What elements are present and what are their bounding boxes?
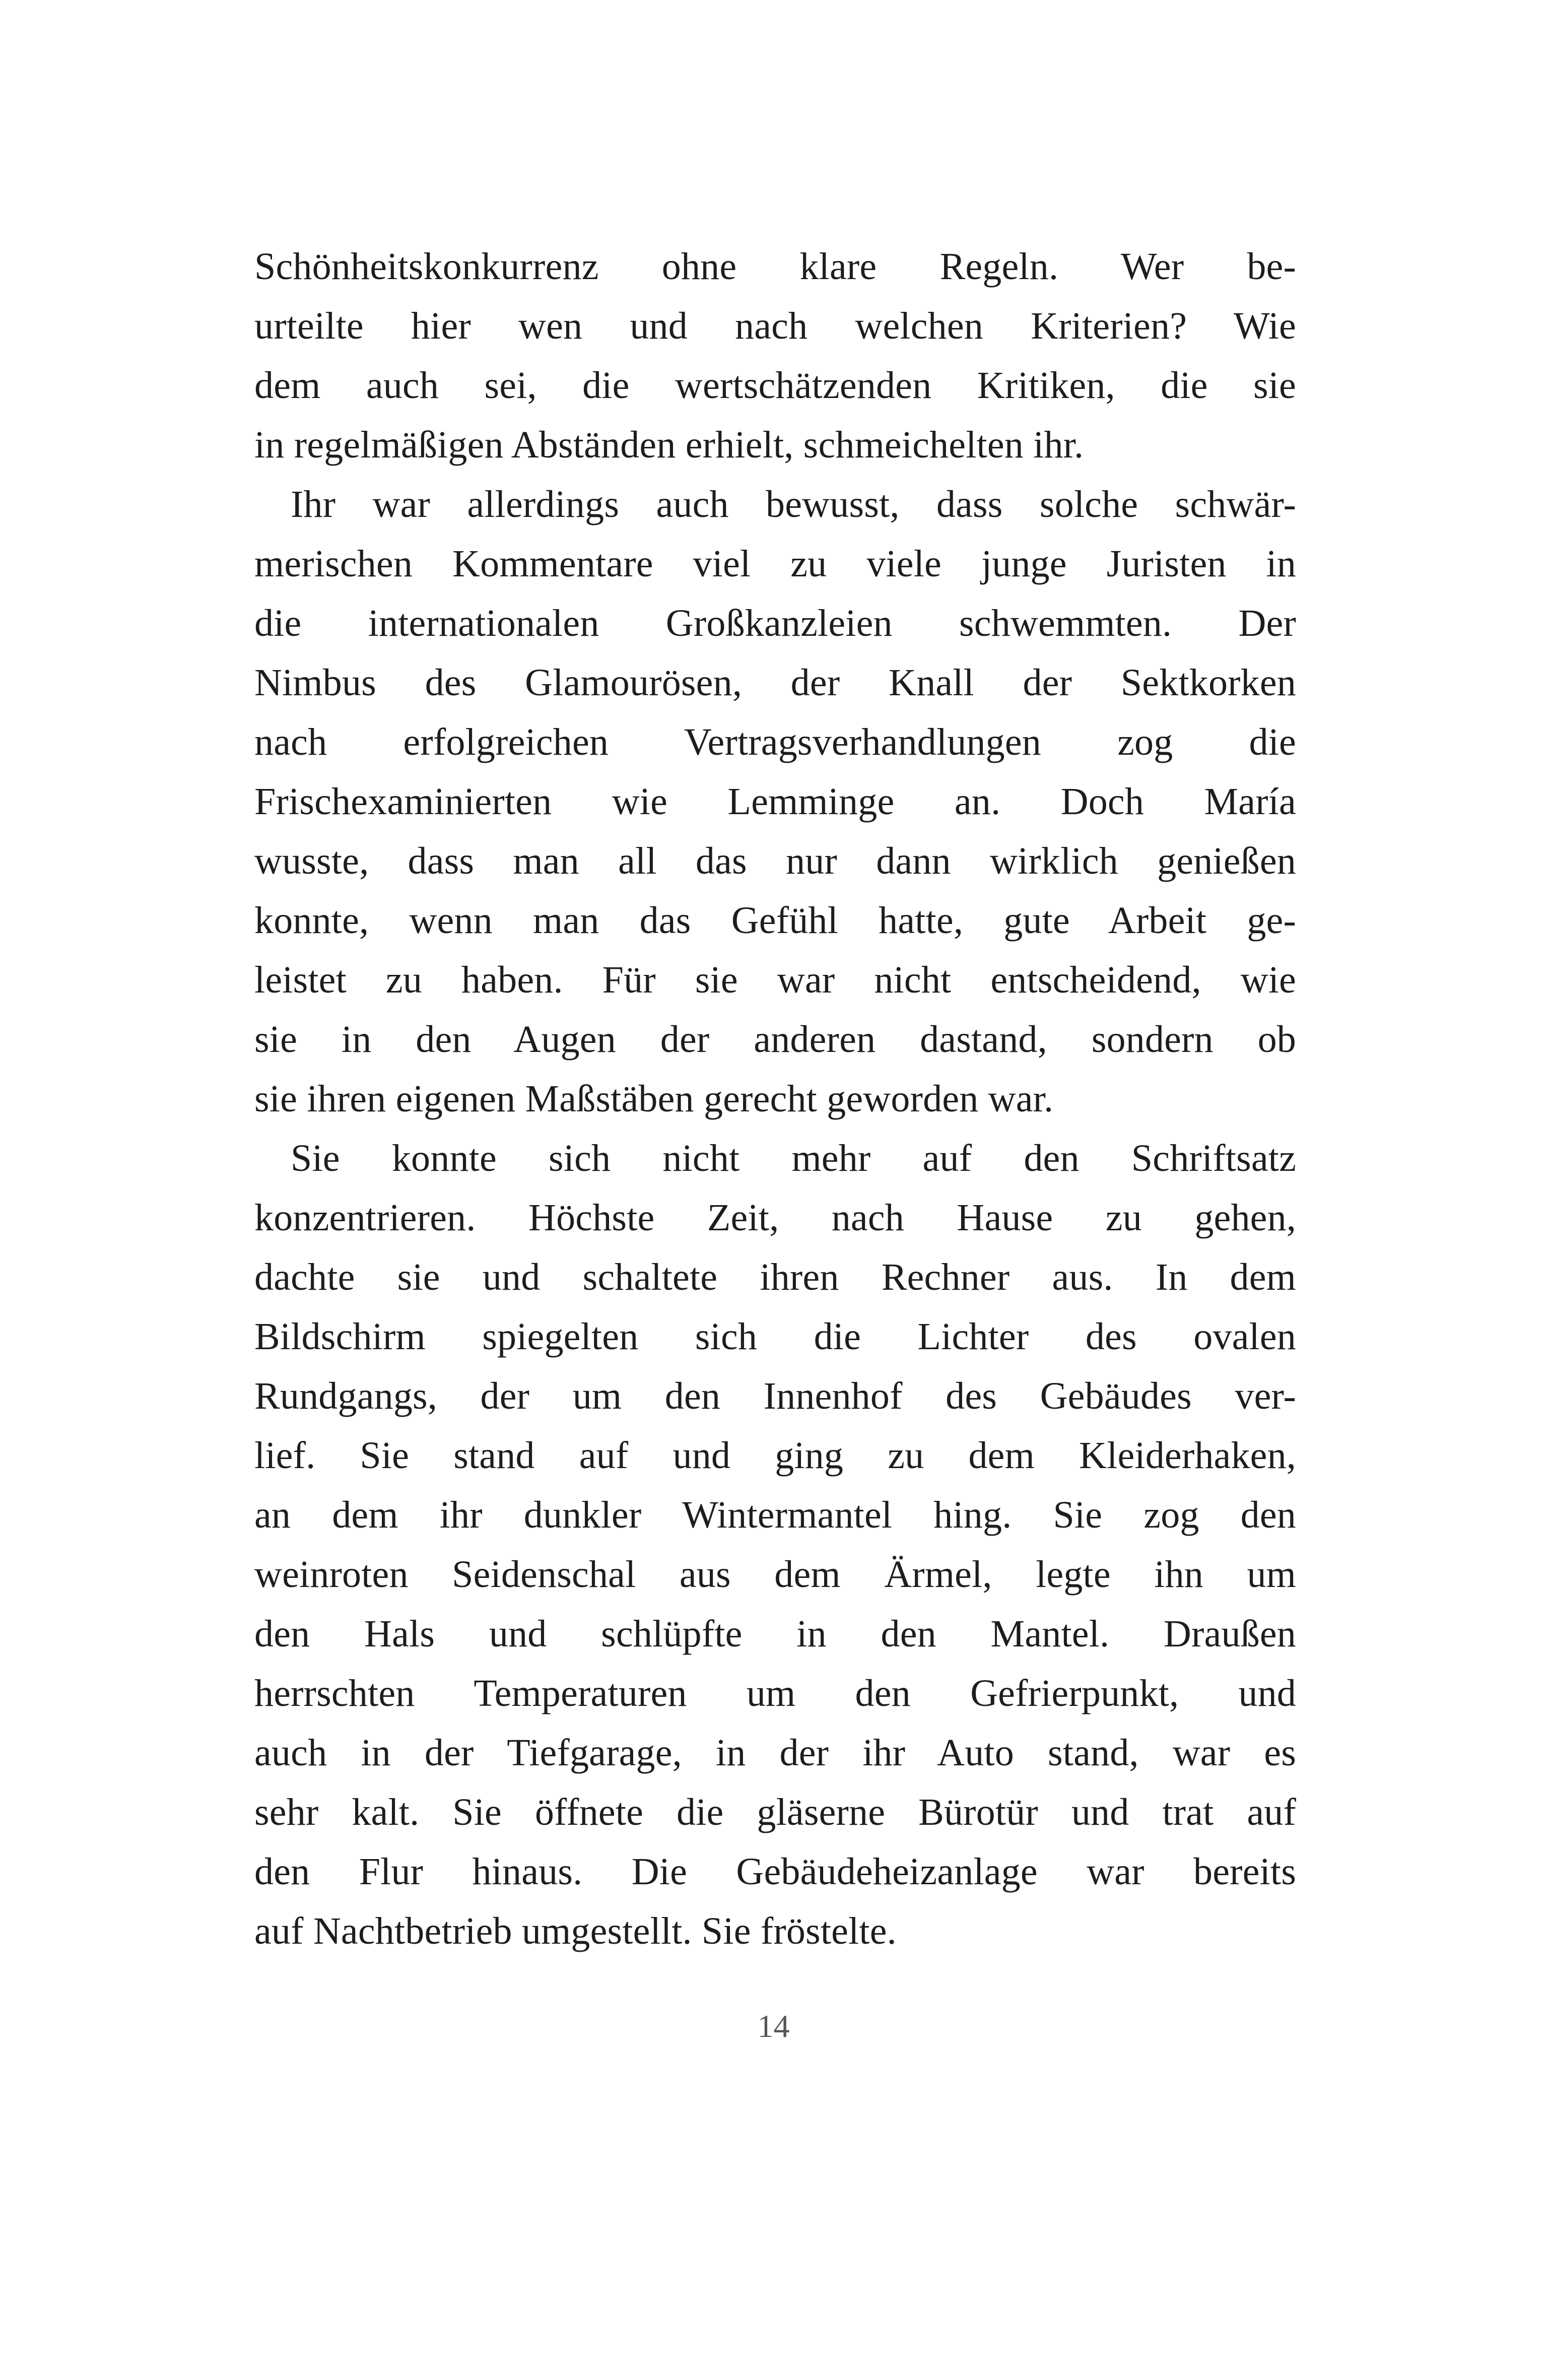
text-line: Sie konnte sich nicht mehr auf den Schriftsatz [291,1137,1296,1179]
text-line: leistet zu haben. Für sie war nicht entscheidend, wie [254,959,1296,1001]
text-line: den Hals und schlüpfte in den Mantel. Draußen [254,1613,1296,1655]
paragraph [254,1129,1296,1961]
text-line: Bildschirm spiegelten sich die Lichter des ovalen [254,1315,1296,1358]
body-text [254,237,1296,1961]
text-line: Frischexaminierten wie Lemminge an. Doch María [254,780,1296,823]
text-line: merischen Kommentare viel zu viele junge Juristen in [254,543,1296,585]
text-line: auf Nachtbetrieb umgestellt. Sie fröstelte. [254,1910,897,1952]
text-line: konnte, wenn man das Gefühl hatte, gute Arbeit ge- [254,899,1296,942]
text-line: an dem ihr dunkler Wintermantel hing. Sie zog den [254,1494,1296,1536]
page-number: 14 [757,2008,790,2044]
text-line: konzentrieren. Höchste Zeit, nach Hause zu gehen, [254,1197,1296,1239]
text-line: herrschten Temperaturen um den Gefrierpunkt, und [254,1672,1296,1714]
text-line: wusste, dass man all das nur dann wirklich genießen [254,840,1296,882]
text-line: nach erfolgreichen Vertragsverhandlungen zog die [254,721,1296,763]
text-line: die internationalen Großkanzleien schwemmten. Der [254,602,1296,644]
text-line: auch in der Tiefgarage, in der ihr Auto stand, war es [254,1732,1296,1774]
text-line: Ihr war allerdings auch bewusst, dass solche schwär- [291,483,1296,525]
text-line: Schönheitskonkurrenz ohne klare Regeln. Wer be- [254,245,1296,288]
text-line: lief. Sie stand auf und ging zu dem Kleiderhaken, [254,1434,1296,1477]
paragraph [254,475,1296,1129]
text-line: den Flur hinaus. Die Gebäudeheizanlage war bereits [254,1850,1296,1893]
text-line: dachte sie und schaltete ihren Rechner aus. In dem [254,1256,1296,1298]
text-line: dem auch sei, die wertschätzenden Kritiken, die sie [254,364,1296,407]
text-line: sie in den Augen der anderen dastand, sondern ob [254,1018,1296,1061]
text-line: sie ihren eigenen Maßstäben gerecht geworden war. [254,1078,1054,1120]
text-line: weinroten Seidenschal aus dem Ärmel, legte ihn um [254,1553,1296,1596]
text-line: urteilte hier wen und nach welchen Kriterien? Wie [254,305,1296,347]
text-line: Nimbus des Glamourösen, der Knall der Sektkorken [254,662,1296,704]
paragraph [254,237,1296,475]
text-line: Rundgangs, der um den Innenhof des Gebäudes ver- [254,1375,1296,1417]
text-line: sehr kalt. Sie öffnete die gläserne Bürotür und trat auf [254,1791,1296,1833]
text-line: in regelmäßigen Abständen erhielt, schmeichelten ihr. [254,424,1084,466]
